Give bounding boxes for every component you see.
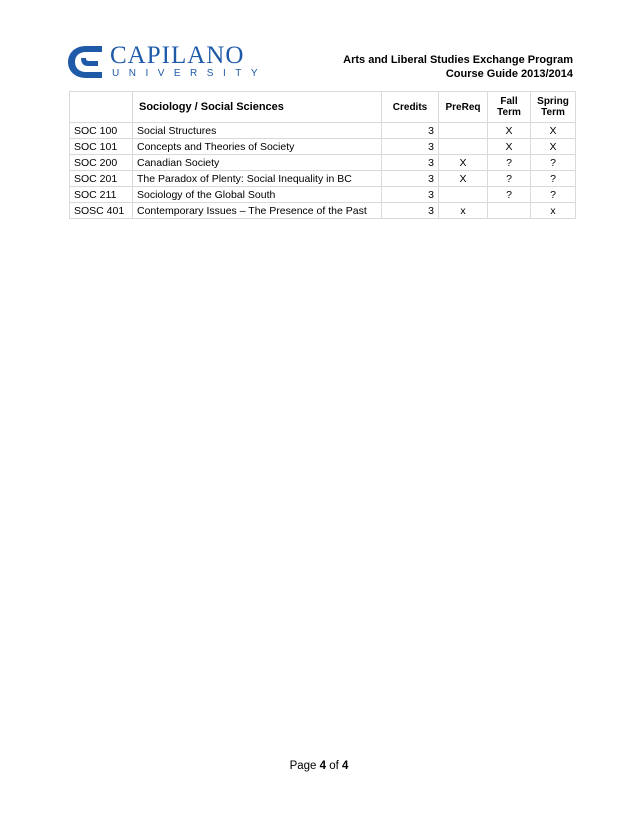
course-credits: 3 <box>382 171 439 187</box>
course-title: Sociology of the Global South <box>133 187 382 203</box>
capilano-c-logo-icon <box>66 44 106 80</box>
table-row <box>70 139 576 155</box>
footer-total-pages: 4 <box>342 760 349 772</box>
course-credits: 3 <box>382 123 439 139</box>
table-row <box>70 171 576 187</box>
course-title: The Paradox of Plenty: Social Inequality in BC <box>133 171 382 187</box>
table-row <box>70 155 576 171</box>
table-header-row <box>70 92 576 123</box>
page-footer <box>0 760 638 772</box>
course-code: SOSC 401 <box>70 203 133 219</box>
capilano-logo <box>66 42 268 82</box>
header-fall-line2: Term <box>497 107 521 118</box>
header-code <box>70 92 133 123</box>
course-credits: 3 <box>382 139 439 155</box>
header-credits: Credits <box>382 92 439 123</box>
course-fall: ? <box>488 171 531 187</box>
course-spring: X <box>531 123 576 139</box>
course-code: SOC 101 <box>70 139 133 155</box>
logo-wordmark: CAPILANO <box>110 42 245 69</box>
footer-page-prefix: Page <box>289 760 320 772</box>
course-spring: X <box>531 139 576 155</box>
header-spring-line1: Spring <box>537 96 569 107</box>
course-fall: X <box>488 123 531 139</box>
header-spring-line2: Term <box>541 107 565 118</box>
course-fall: ? <box>488 187 531 203</box>
course-prereq <box>439 123 488 139</box>
course-spring: ? <box>531 187 576 203</box>
header-prereq: PreReq <box>439 92 488 123</box>
header-spring-term <box>531 92 576 123</box>
course-credits: 3 <box>382 187 439 203</box>
course-spring: ? <box>531 155 576 171</box>
course-title: Canadian Society <box>133 155 382 171</box>
header-subject-title: Sociology / Social Sciences <box>133 92 382 123</box>
course-fall: ? <box>488 155 531 171</box>
document-header <box>343 53 573 81</box>
header-program-title: Arts and Liberal Studies Exchange Program <box>343 54 573 66</box>
course-fall <box>488 203 531 219</box>
logo-subtitle: UNIVERSITY <box>112 68 268 79</box>
course-credits: 3 <box>382 155 439 171</box>
header-fall-term <box>488 92 531 123</box>
course-prereq: X <box>439 171 488 187</box>
course-code: SOC 211 <box>70 187 133 203</box>
footer-current-page: 4 <box>319 760 327 772</box>
course-prereq: x <box>439 203 488 219</box>
course-title: Social Structures <box>133 123 382 139</box>
table-row <box>70 187 576 203</box>
course-prereq <box>439 187 488 203</box>
course-code: SOC 200 <box>70 155 133 171</box>
course-title: Contemporary Issues – The Presence of the Past <box>133 203 382 219</box>
course-fall: X <box>488 139 531 155</box>
table-row <box>70 123 576 139</box>
footer-page-of: of <box>326 760 343 772</box>
course-title: Concepts and Theories of Society <box>133 139 382 155</box>
table-row <box>70 203 576 219</box>
course-table <box>69 91 576 219</box>
header-fall-line1: Fall <box>500 96 518 107</box>
course-credits: 3 <box>382 203 439 219</box>
course-prereq <box>439 139 488 155</box>
course-code: SOC 201 <box>70 171 133 187</box>
course-spring: x <box>531 203 576 219</box>
course-prereq: X <box>439 155 488 171</box>
course-spring: ? <box>531 171 576 187</box>
header-guide-title: Course Guide 2013/2014 <box>445 68 573 80</box>
course-code: SOC 100 <box>70 123 133 139</box>
